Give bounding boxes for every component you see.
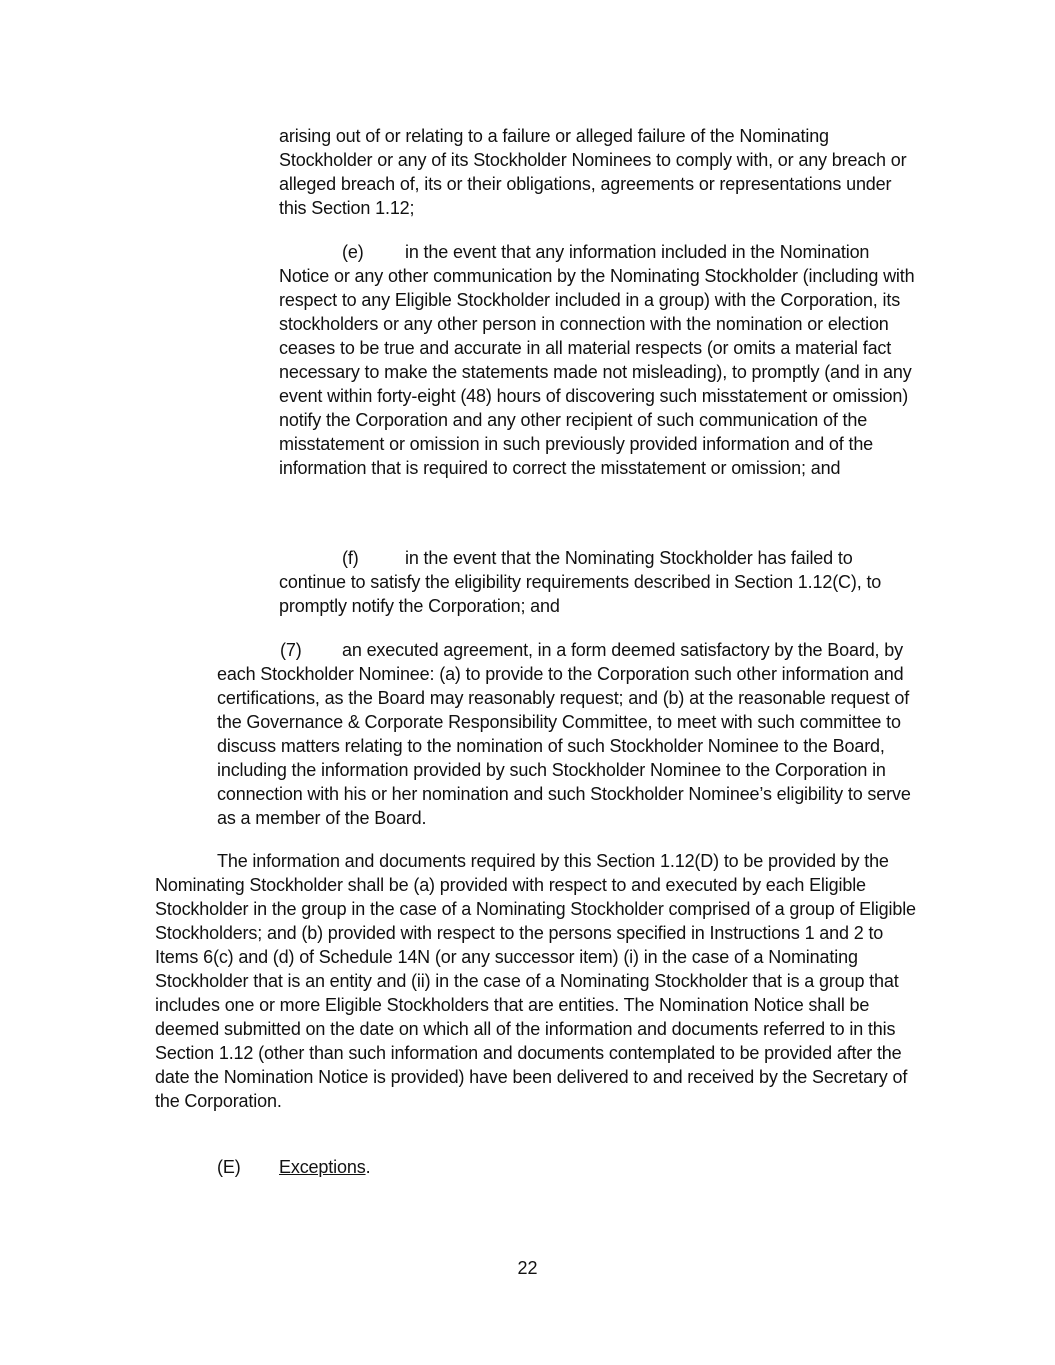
page-number: 22 bbox=[517, 1258, 538, 1278]
item-e-label: (e) bbox=[342, 242, 364, 262]
section-e-title: Exceptions bbox=[279, 1157, 366, 1177]
section-e-heading bbox=[217, 1155, 717, 1179]
item-f-text: in the event that the Nominating Stockholder has failed to continue to satisfy the eligibility requirements described in Section 1.12(C), to promptly notify the Corporation; and bbox=[279, 548, 882, 616]
item-7-paragraph bbox=[217, 638, 917, 830]
information-paragraph bbox=[155, 849, 917, 1113]
information-text: The information and documents required by this Section 1.12(D) to be provided by the Nominating Stockholder shall be (a) provided with respect to and executed by each Eligible Stockholder in the group in the case of a Nominating Stockholder comprised of a group of Eligible Stockholders; and (b) provided with respect to the persons specified in Instructions 1 and 2 to Items 6(c) and (d) of Schedule 14N (or any successor item) (i) in the case of a Nominating Stockholder that is an entity and (ii) in the case of a Nominating Stockholder that is a group that includes one or more Eligible Stockholders that are entities. The Nomination Notice shall be deemed submitted on the date on which all of the information and documents referred to in this Section 1.12 (other than such information and documents contemplated to be provided after the date the Nomination Notice is provided) have been delivered to and received by the Secretary of the Corporation. bbox=[155, 851, 916, 1111]
item-f-label: (f) bbox=[342, 548, 359, 568]
section-e-label: (E) bbox=[217, 1157, 241, 1177]
continuation-paragraph: arising out of or relating to a failure or alleged failure of the Nominating Stockholder or any of its Stockholder Nominees to comply with, or any breach or alleged breach of, its or their obligations, agreements or representations under this Section 1.12; bbox=[279, 126, 907, 218]
item-7-text: an executed agreement, in a form deemed satisfactory by the Board, by each Stockholder Nominee: (a) to provide to the Corporation such other information and certifications, as the Board may reasonably request; and (b) at the reasonable request of the Governance & Corporate Responsibility Committee, to meet with such committee to discuss matters relating to the nomination of such Stockholder Nominee to the Board, including the information provided by such Stockholder Nominee to the Corporation in connection with his or her nomination and such Stockholder Nominee’s eligibility to serve as a member of the Board. bbox=[217, 640, 911, 828]
item-7-label: (7) bbox=[280, 640, 302, 660]
section-e-trailing: . bbox=[365, 1157, 371, 1177]
item-e-paragraph bbox=[279, 240, 919, 480]
item-f-paragraph bbox=[279, 546, 919, 618]
item-e-text: in the event that any information included in the Nomination Notice or any other communication by the Nominating Stockholder (including with respect to any Eligible Stockholder included in a group) with the Corporation, its stockholders or any other person in connection with the nomination or election ceases to be true and accurate in all material respects (or omits a material fact necessary to make the statements made not misleading), to promptly (and in any event within forty-eight (48) hours of discovering such misstatement or omission) notify the Corporation and any other recipient of such communication of the misstatement or omission in such previously provided information and of the information that is required to correct the misstatement or omission; and bbox=[279, 242, 915, 478]
